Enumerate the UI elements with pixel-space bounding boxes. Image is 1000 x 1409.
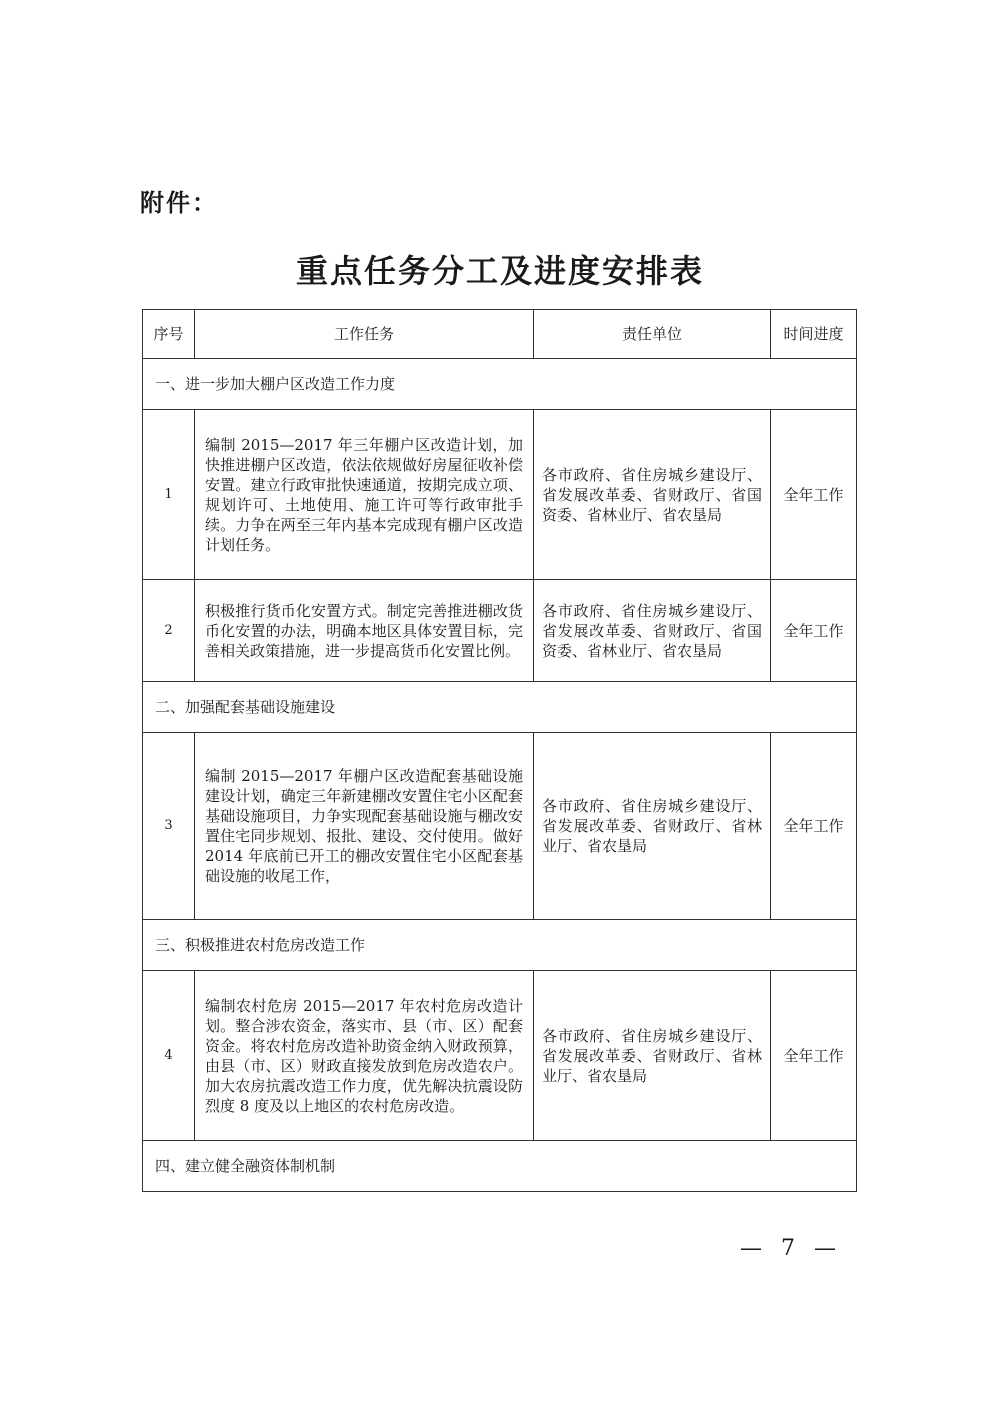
row-unit: 各市政府、省住房城乡建设厅、省发展改革委、省财政厅、省林业厅、省农垦局: [534, 971, 771, 1141]
section-row: [143, 1141, 857, 1192]
header-time: 时间进度: [771, 310, 857, 359]
row-number: 1: [143, 410, 195, 580]
row-task: 编制 2015—2017 年三年棚户区改造计划，加快推进棚户区改造，依法依规做好房屋征收补偿安置。建立行政审批快速通道，按期完成立项、规划许可、土地使用、施工许可等行政审批手续。力争在两至三年内基本完成现有棚户区改造计划任务。: [195, 410, 534, 580]
section-row: [143, 920, 857, 971]
header-task: 工作任务: [195, 310, 534, 359]
table-row: [143, 971, 857, 1141]
section-row: [143, 359, 857, 410]
table-row: [143, 410, 857, 580]
row-unit: 各市政府、省住房城乡建设厅、省发展改革委、省财政厅、省国资委、省林业厅、省农垦局: [534, 580, 771, 682]
row-time: 全年工作: [771, 733, 857, 920]
section-heading: 一、进一步加大棚户区改造工作力度: [143, 359, 857, 410]
row-task: 编制 2015—2017 年棚户区改造配套基础设施建设计划，确定三年新建棚改安置住宅小区配套基础设施项目，力争实现配套基础设施与棚改安置住宅同步规划、报批、建设、交付使用。做好 2014 年底前已开工的棚改安置住宅小区配套基础设施的收尾工作，: [195, 733, 534, 920]
row-number: 4: [143, 971, 195, 1141]
row-task: 编制农村危房 2015—2017 年农村危房改造计划。整合涉农资金，落实市、县（市、区）配套资金。将农村危房改造补助资金纳入财政预算，由县（市、区）财政直接发放到危房改造农户。加大农房抗震改造工作力度，优先解决抗震设防烈度 8 度及以上地区的农村危房改造。: [195, 971, 534, 1141]
row-unit: 各市政府、省住房城乡建设厅、省发展改革委、省财政厅、省国资委、省林业厅、省农垦局: [534, 410, 771, 580]
row-task: 积极推行货币化安置方式。制定完善推进棚改货币化安置的办法，明确本地区具体安置目标，完善相关政策措施，进一步提高货币化安置比例。: [195, 580, 534, 682]
section-heading: 三、积极推进农村危房改造工作: [143, 920, 857, 971]
table-row: [143, 580, 857, 682]
task-table: [142, 309, 857, 1192]
header-unit: 责任单位: [534, 310, 771, 359]
page-number: — 7 —: [740, 1236, 842, 1261]
row-unit: 各市政府、省住房城乡建设厅、省发展改革委、省财政厅、省林业厅、省农垦局: [534, 733, 771, 920]
row-number: 2: [143, 580, 195, 682]
table-header-row: [143, 310, 857, 359]
section-row: [143, 682, 857, 733]
section-heading: 四、建立健全融资体制机制: [143, 1141, 857, 1192]
page-title: 重点任务分工及进度安排表: [295, 252, 704, 290]
section-heading: 二、加强配套基础设施建设: [143, 682, 857, 733]
row-time: 全年工作: [771, 971, 857, 1141]
table-row: [143, 733, 857, 920]
row-time: 全年工作: [771, 580, 857, 682]
row-time: 全年工作: [771, 410, 857, 580]
row-number: 3: [143, 733, 195, 920]
header-num: 序号: [143, 310, 195, 359]
attachment-label: 附件：: [140, 189, 218, 217]
